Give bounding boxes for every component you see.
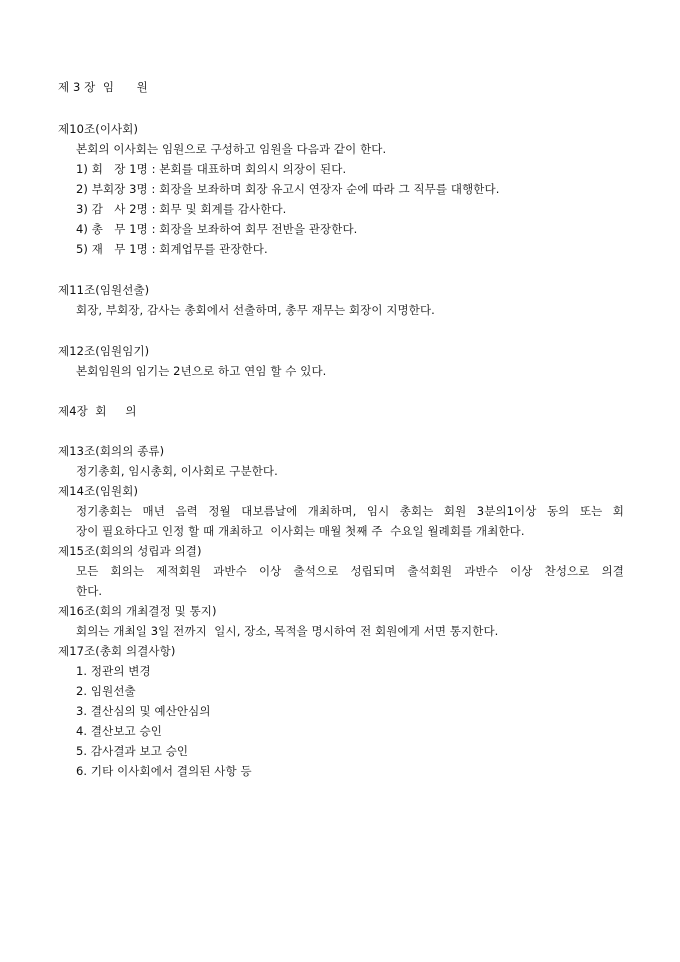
article-14-body-line-2: 장이 필요하다고 인정 할 때 개최하고 이사회는 매월 첫째 주 수요일 월례회를 개최한다. (76, 524, 525, 538)
article-10-heading: 제10조(이사회) (58, 122, 139, 136)
article-12-heading: 제12조(임원임기) (58, 344, 150, 358)
article-10-intro: 본회의 이사회는 임원으로 구성하고 임원을 다음과 같이 한다. (76, 142, 387, 156)
article-10-item-1: 1) 회 장 1명 : 본회를 대표하며 회의시 의장이 된다. (76, 162, 347, 176)
article-13-body: 정기총회, 임시총회, 이사회로 구분한다. (76, 464, 278, 478)
article-12-body: 본회임원의 임기는 2년으로 하고 연임 할 수 있다. (76, 364, 327, 378)
article-15-body-line-1: 모든 회의는 제적회원 과반수 이상 출석으로 성립되며 출석회원 과반수 이상 찬성으로 의결 (76, 564, 624, 578)
article-15-body-line-2: 한다. (76, 584, 103, 598)
article-16-heading: 제16조(회의 개최결정 및 통지) (58, 604, 217, 618)
article-14-body-line-1: 정기총회는 매년 음력 정월 대보름날에 개최하며, 임시 총회는 회원 3분의1이상 동의 또는 회 (76, 504, 624, 518)
article-11-body: 회장, 부회장, 감사는 총회에서 선출하며, 총무 재무는 회장이 지명한다. (76, 303, 435, 317)
chapter-3-title: 제 3 장 임 원 (58, 80, 148, 94)
chapter-4-title: 제4장 회 의 (58, 404, 137, 418)
article-17-item-4: 4. 결산보고 승인 (76, 724, 162, 738)
article-10-item-2: 2) 부회장 3명 : 회장을 보좌하며 회장 유고시 연장자 순에 따라 그 직무를 대행한다. (76, 182, 500, 196)
article-14-heading: 제14조(임원회) (58, 484, 139, 498)
article-17-item-1: 1. 정관의 변경 (76, 664, 151, 678)
article-17-item-2: 2. 임원선출 (76, 684, 136, 698)
article-13-heading: 제13조(회의의 종류) (58, 444, 165, 458)
article-17-heading: 제17조(총회 의결사항) (58, 644, 176, 658)
article-17-item-5: 5. 감사결과 보고 승인 (76, 744, 189, 758)
article-16-body: 회의는 개최일 3일 전까지 일시, 장소, 목적을 명시하여 전 회원에게 서면 통지한다. (76, 624, 499, 638)
article-17-item-6: 6. 기타 이사회에서 결의된 사항 등 (76, 764, 252, 778)
article-10-item-3: 3) 감 사 2명 : 회무 및 회계를 감사한다. (76, 202, 287, 216)
article-11-heading: 제11조(임원선출) (58, 283, 150, 297)
article-10-item-5: 5) 재 무 1명 : 회계업무를 관장한다. (76, 242, 268, 256)
article-15-heading: 제15조(회의의 성립과 의결) (58, 544, 202, 558)
article-17-item-3: 3. 결산심의 및 예산안심의 (76, 704, 211, 718)
article-10-item-4: 4) 총 무 1명 : 회장을 보좌하여 회무 전반을 관장한다. (76, 222, 358, 236)
